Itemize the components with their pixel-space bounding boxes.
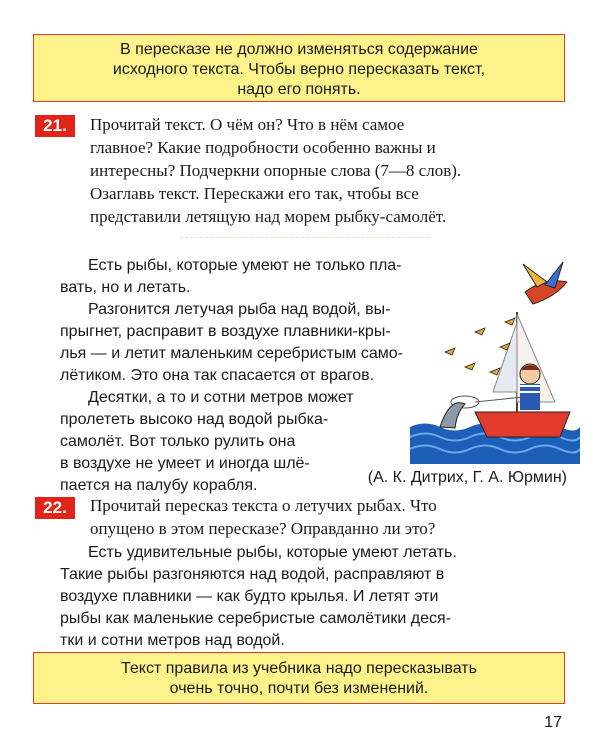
task-line: Прочитай текст. О чём он? Что в нём самое [90, 115, 405, 134]
task-line: Озаглавь текст. Перескажи его так, чтобы все [90, 184, 419, 203]
task-line: представили летящую над морем рыбку-самолёт. [90, 207, 447, 226]
task-line: опущено в этом пересказе? Оправданно ли это? [90, 519, 436, 538]
task-number-badge: 22. [35, 497, 75, 519]
rule-line: очень точно, почти без изменений. [169, 680, 429, 697]
text-line: Разгонится летучая рыба над водой, вы- [88, 301, 391, 318]
task-line: интересны? Подчеркни опорные слова (7—8 слов). [90, 161, 462, 180]
text-line: пается на палубу корабля. [60, 477, 258, 494]
text-line: вать, но и летать. [60, 279, 191, 296]
task-21-instructions [90, 113, 570, 228]
faint-divider [180, 237, 430, 238]
text-line: Такие рыбы разгоняются над водой, расправляют в [60, 566, 445, 583]
retelling-text [60, 542, 566, 652]
text-line: прыгнет, расправит в воздухе плавники-кры- [60, 323, 391, 340]
text-line: пролететь высоко над водой рыбка- [60, 411, 329, 428]
flying-fish-sailboat-illustration [405, 252, 580, 464]
task-line: Прочитай пересказ текста о летучих рыбах. Что [90, 496, 437, 515]
task-22-instructions [90, 494, 570, 540]
task-number-badge: 21. [35, 115, 75, 137]
text-line: воздухе плавники — как будто крылья. И летят эти [60, 588, 439, 605]
author-attribution: (А. К. Дитрих, Г. А. Юрмин) [367, 469, 567, 486]
text-line: в воздухе не умеет и иногда шлё- [60, 455, 310, 472]
rule-line: Текст правила из учебника надо пересказывать [121, 660, 477, 677]
page-number: 17 [544, 714, 562, 731]
text-line: тки и сотни метров над водой. [60, 632, 285, 649]
rule-box-top [33, 34, 565, 102]
rule-box-bottom [33, 652, 565, 704]
text-line: Десятки, а то и сотни метров может [88, 389, 354, 406]
task-line: главное? Какие подробности особенно важны и [90, 138, 436, 157]
rule-line: В пересказе не должно изменяться содержание [120, 41, 478, 58]
rule-line: исходного текста. Чтобы верно пересказать текст, [112, 61, 486, 78]
text-line: Есть удивительные рыбы, которые умеют летать. [88, 544, 457, 561]
text-line: Есть рыбы, которые умеют не только пла- [88, 257, 402, 274]
text-line: рыбы как маленькие серебристые самолётики деся- [60, 610, 452, 627]
text-line: лётиком. Это она так спасается от врагов. [60, 367, 375, 384]
rule-line: надо его понять. [237, 81, 361, 98]
text-line: самолёт. Вот только рулить она [60, 433, 296, 450]
text-line: лья — и летит маленьким серебристым само- [60, 345, 403, 362]
